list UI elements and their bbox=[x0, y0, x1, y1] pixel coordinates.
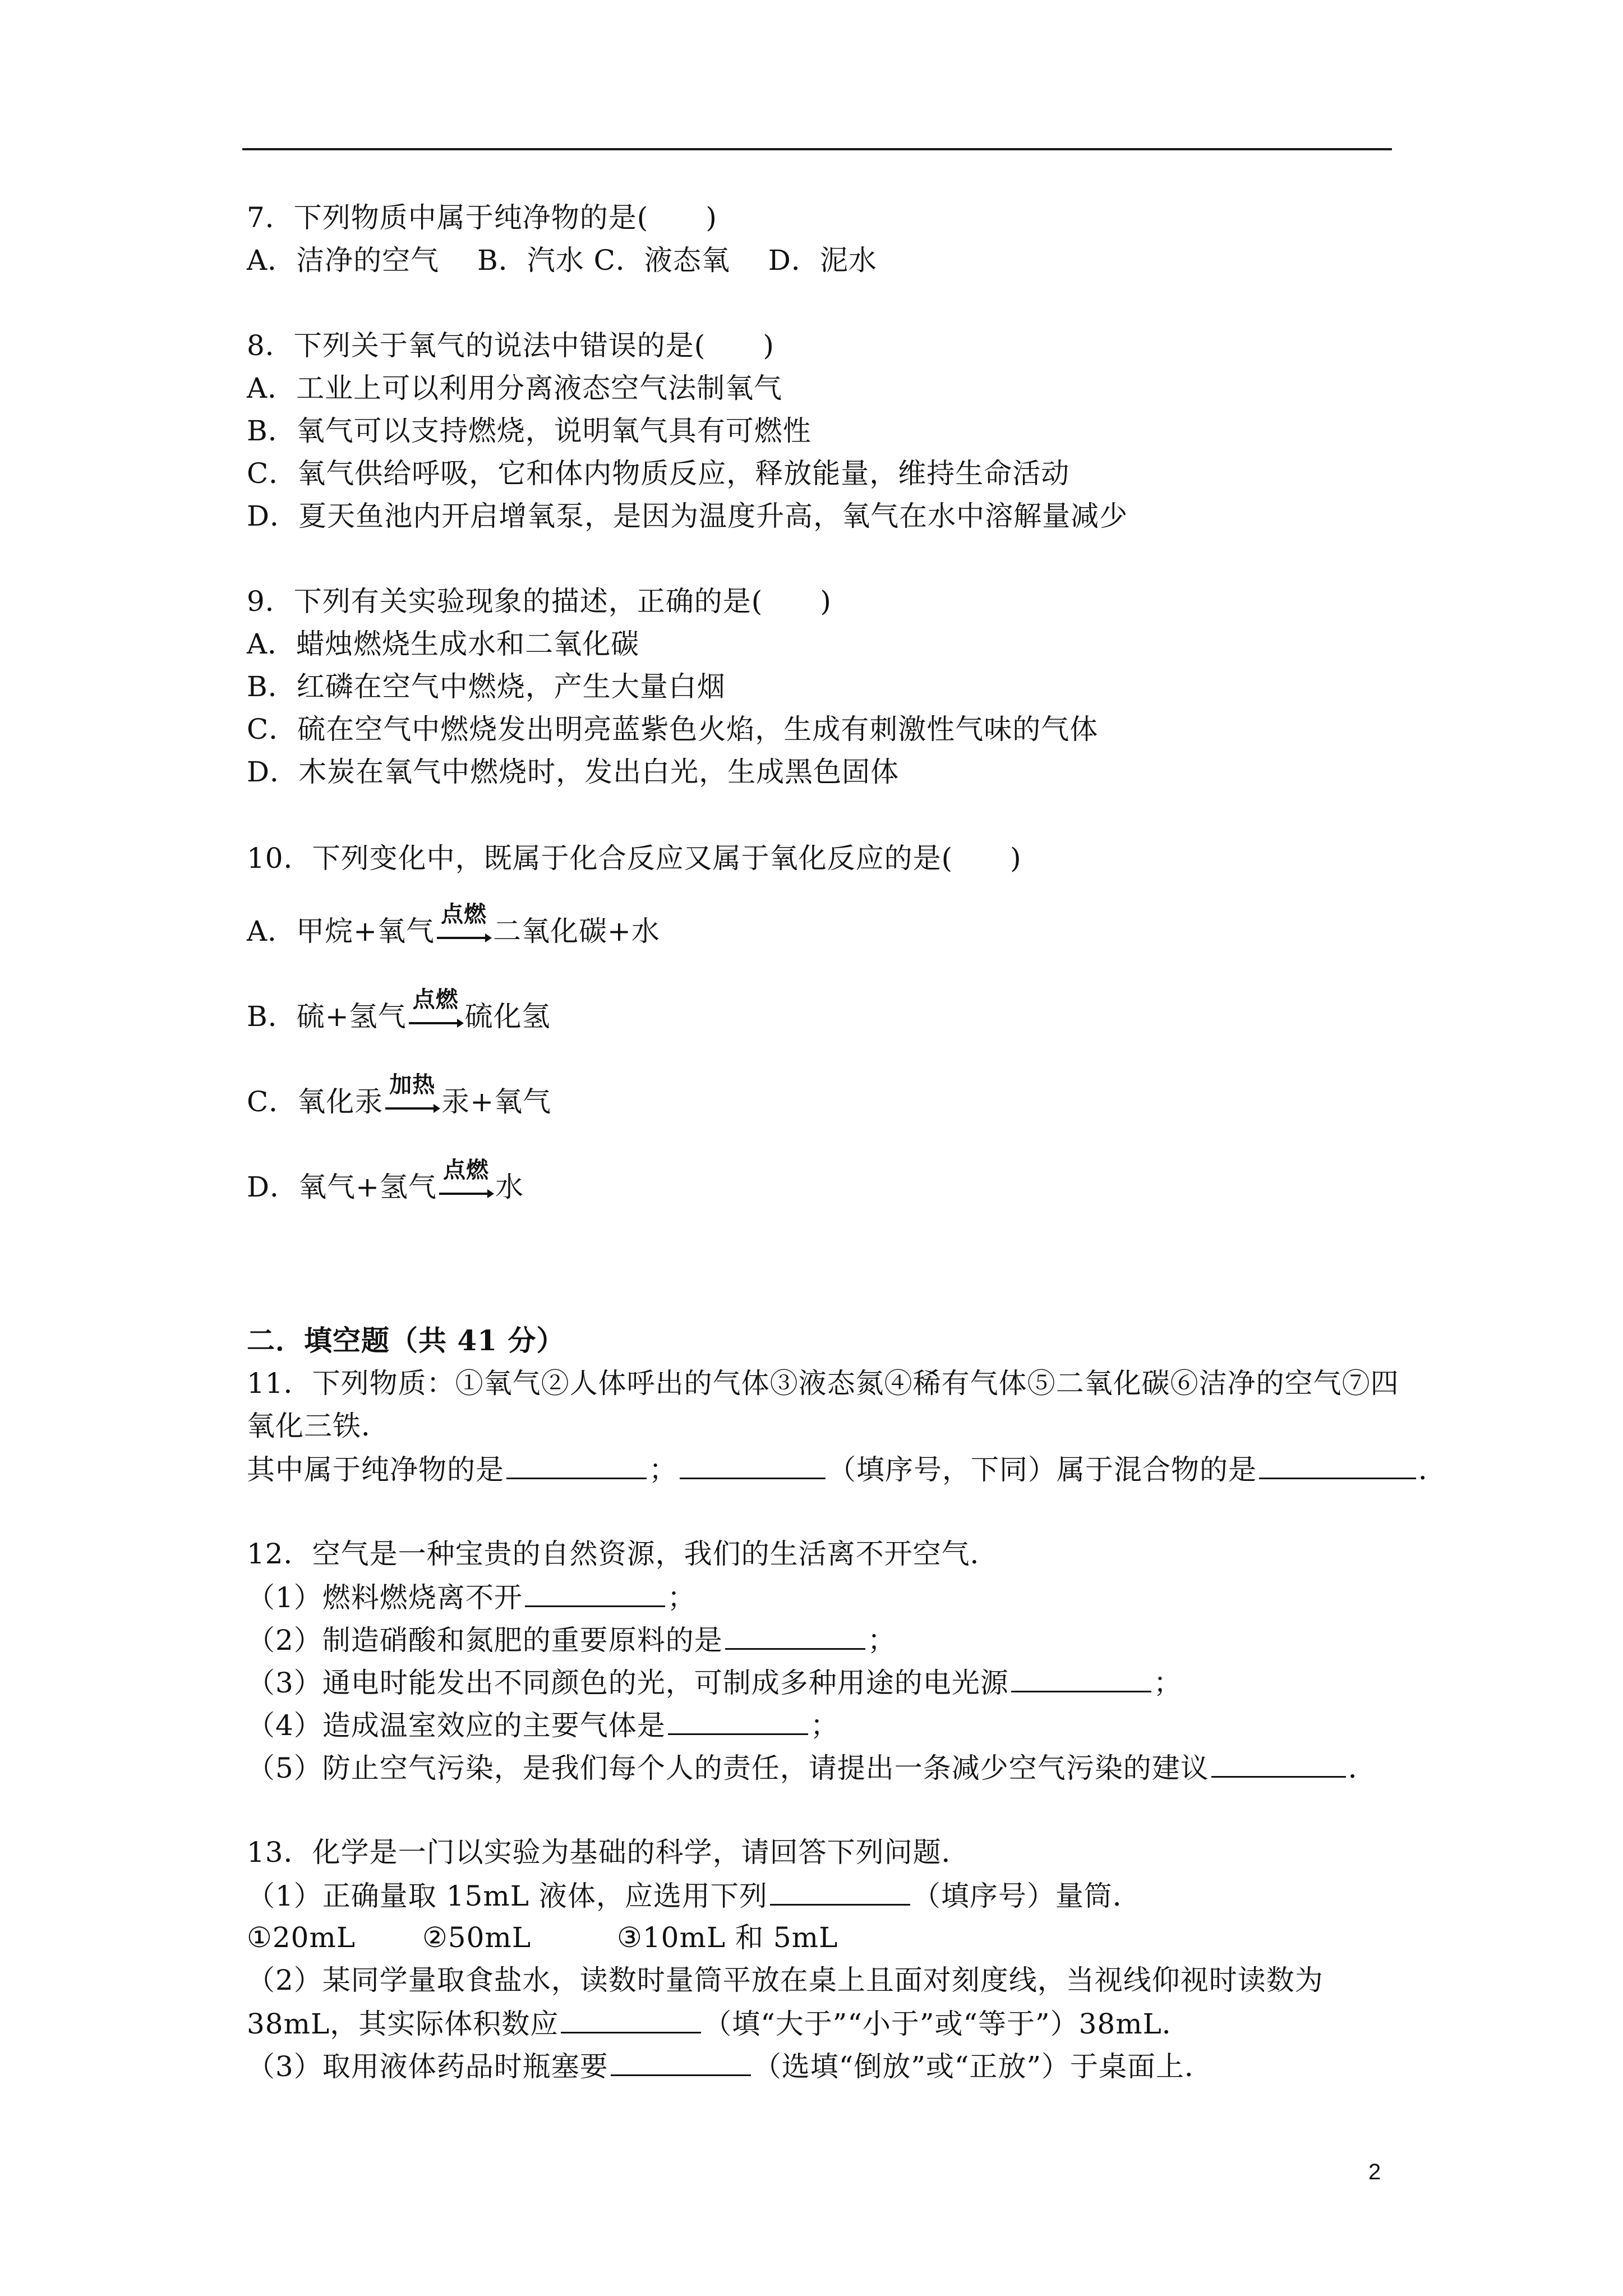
q11-line-1: 11．下列物质：①氧气②人体呼出的气体③液态氮④稀有气体⑤二氧化碳⑥洁净的空气⑦四 bbox=[247, 1367, 1399, 1400]
equation-left: D．氧气+氢气 bbox=[247, 1171, 437, 1203]
q11-line-3 bbox=[247, 1452, 1447, 1487]
q7-options: A．洁净的空气 B．汽水 C．液态氧 D．泥水 bbox=[247, 244, 877, 277]
q10-option-d bbox=[247, 1157, 524, 1204]
q13-text: （1）正确量取 15mL 液体，应选用下列 bbox=[247, 1880, 768, 1912]
reaction-arrow bbox=[384, 1072, 440, 1119]
answer-blank[interactable] bbox=[561, 2006, 701, 2033]
q11-text: ； bbox=[649, 1453, 677, 1486]
q12-text: ； bbox=[667, 1581, 696, 1614]
q12-text: （3）通电时能发出不同颜色的光，可制成多种用途的电光源 bbox=[247, 1667, 1009, 1699]
equation-left: B．硫+氢气 bbox=[247, 1000, 407, 1033]
q10-stem: 10．下列变化中，既属于化合反应又属于氧化反应的是( ) bbox=[247, 842, 1022, 875]
q8-stem: 8．下列关于氧气的说法中错误的是( ) bbox=[247, 329, 774, 362]
arrow-head-icon bbox=[487, 1189, 494, 1198]
q9-option-a: A．蜡烛燃烧生成水和二氧化碳 bbox=[247, 628, 640, 660]
answer-blank[interactable] bbox=[525, 1580, 665, 1607]
answer-blank[interactable] bbox=[611, 2049, 751, 2076]
answer-blank[interactable] bbox=[725, 1622, 865, 1650]
arrow-line bbox=[409, 1022, 458, 1024]
equation-right: 汞+氧气 bbox=[441, 1085, 552, 1118]
answer-blank[interactable] bbox=[680, 1452, 826, 1479]
q7-stem: 7．下列物质中属于纯净物的是( ) bbox=[247, 201, 717, 234]
q13-text: （填“大于”“小于”或“等于”）38mL． bbox=[703, 2008, 1191, 2040]
q13-text: （3）取用液体药品时瓶塞要 bbox=[247, 2050, 608, 2083]
q12-text: ； bbox=[867, 1624, 896, 1657]
answer-blank[interactable] bbox=[1211, 1750, 1346, 1778]
equation-left: C．氧化汞 bbox=[247, 1085, 384, 1118]
q13-text: 38mL，其实际体积数应 bbox=[247, 2008, 559, 2040]
q10-option-c bbox=[247, 1072, 552, 1119]
q8-option-c: C．氧气供给呼吸，它和体内物质反应，释放能量，维持生命活动 bbox=[247, 457, 1070, 490]
q12-text: （1）燃料燃烧离不开 bbox=[247, 1581, 523, 1614]
reaction-condition: 点燃 bbox=[442, 1157, 489, 1183]
q11-text: 其中属于纯净物的是 bbox=[247, 1453, 504, 1486]
answer-blank[interactable] bbox=[770, 1878, 910, 1906]
q8-option-a: A．工业上可以利用分离液态空气法制氧气 bbox=[247, 372, 783, 404]
reaction-arrow bbox=[438, 1157, 494, 1204]
q12-text: （4）造成温室效应的主要气体是 bbox=[247, 1709, 666, 1742]
q13-part-1 bbox=[247, 1878, 1141, 1913]
q13-text: （填序号）量筒． bbox=[912, 1880, 1141, 1912]
equation-left: A．甲烷+氧气 bbox=[247, 915, 435, 947]
q12-part-2 bbox=[247, 1622, 896, 1657]
q11-text: （填序号，下同）属于混合物的是 bbox=[828, 1453, 1257, 1486]
q8-option-d: D．夏天鱼池内开启增氧泵，是因为温度升高，氧气在水中溶解量减少 bbox=[247, 500, 1128, 532]
q10-option-a bbox=[247, 901, 660, 948]
q12-stem: 12．空气是一种宝贵的自然资源，我们的生活离不开空气． bbox=[247, 1538, 999, 1570]
page-number: 2 bbox=[1368, 2160, 1381, 2184]
reaction-condition: 加热 bbox=[389, 1072, 436, 1098]
q12-text: （2）制造硝酸和氮肥的重要原料的是 bbox=[247, 1624, 723, 1657]
q11-text: ． bbox=[1418, 1453, 1447, 1486]
q9-option-b: B．红磷在空气中燃烧，产生大量白烟 bbox=[247, 670, 726, 703]
q12-text: ； bbox=[810, 1709, 839, 1742]
q8-option-b: B．氧气可以支持燃烧，说明氧气具有可燃性 bbox=[247, 415, 811, 447]
arrow-line bbox=[439, 1193, 488, 1195]
q12-text: （5）防止空气污染，是我们每个人的责任，请提出一条减少空气污染的建议 bbox=[247, 1752, 1209, 1784]
arrow-head-icon bbox=[434, 1104, 440, 1113]
answer-blank[interactable] bbox=[1011, 1665, 1151, 1692]
q13-text: （选填“倒放”或“正放”）于桌面上． bbox=[753, 2050, 1214, 2083]
answer-blank[interactable] bbox=[1259, 1452, 1416, 1479]
reaction-arrow bbox=[436, 901, 492, 948]
equation-right: 二氧化碳+水 bbox=[493, 915, 660, 947]
equation-right: 硫化氢 bbox=[464, 1000, 551, 1033]
reaction-condition: 点燃 bbox=[441, 901, 487, 927]
reaction-arrow bbox=[408, 987, 464, 1033]
reaction-condition: 点燃 bbox=[412, 987, 459, 1013]
q11-line-2: 氧化三铁． bbox=[247, 1410, 390, 1442]
q9-stem: 9．下列有关实验现象的描述，正确的是( ) bbox=[247, 585, 832, 618]
q9-option-c: C．硫在空气中燃烧发出明亮蓝紫色火焰，生成有刺激性气味的气体 bbox=[247, 713, 1099, 746]
section-title: 二．填空题（共 41 分） bbox=[247, 1324, 565, 1357]
q13-part-3 bbox=[247, 2049, 1213, 2083]
arrow-head-icon bbox=[485, 933, 492, 942]
answer-blank[interactable] bbox=[506, 1452, 647, 1479]
q9-option-d: D．木炭在氧气中燃烧时，发出白光，生成黑色固体 bbox=[247, 756, 900, 788]
q12-part-3 bbox=[247, 1665, 1182, 1700]
q12-text: ． bbox=[1348, 1752, 1377, 1784]
q13-part-2-line-2 bbox=[247, 2006, 1191, 2041]
header-rule bbox=[242, 148, 1392, 150]
q13-part-1-options: ①20mL ②50mL ③10mL 和 5mL bbox=[247, 1921, 838, 1954]
answer-blank[interactable] bbox=[668, 1708, 808, 1735]
equation-right: 水 bbox=[495, 1171, 524, 1203]
q13-part-2-line-1: （2）某同学量取食盐水，读数时量筒平放在桌上且面对刻度线，当视线仰视时读数为 bbox=[247, 1964, 1324, 1996]
q12-part-4 bbox=[247, 1708, 839, 1742]
q10-option-b bbox=[247, 987, 551, 1033]
q12-text: ； bbox=[1153, 1667, 1182, 1699]
q12-part-5 bbox=[247, 1750, 1377, 1785]
q13-stem: 13．化学是一门以实验为基础的科学，请回答下列问题． bbox=[247, 1836, 970, 1869]
arrow-line bbox=[437, 937, 486, 939]
arrow-line bbox=[385, 1107, 435, 1110]
q12-part-1 bbox=[247, 1580, 696, 1614]
arrow-head-icon bbox=[457, 1019, 464, 1028]
